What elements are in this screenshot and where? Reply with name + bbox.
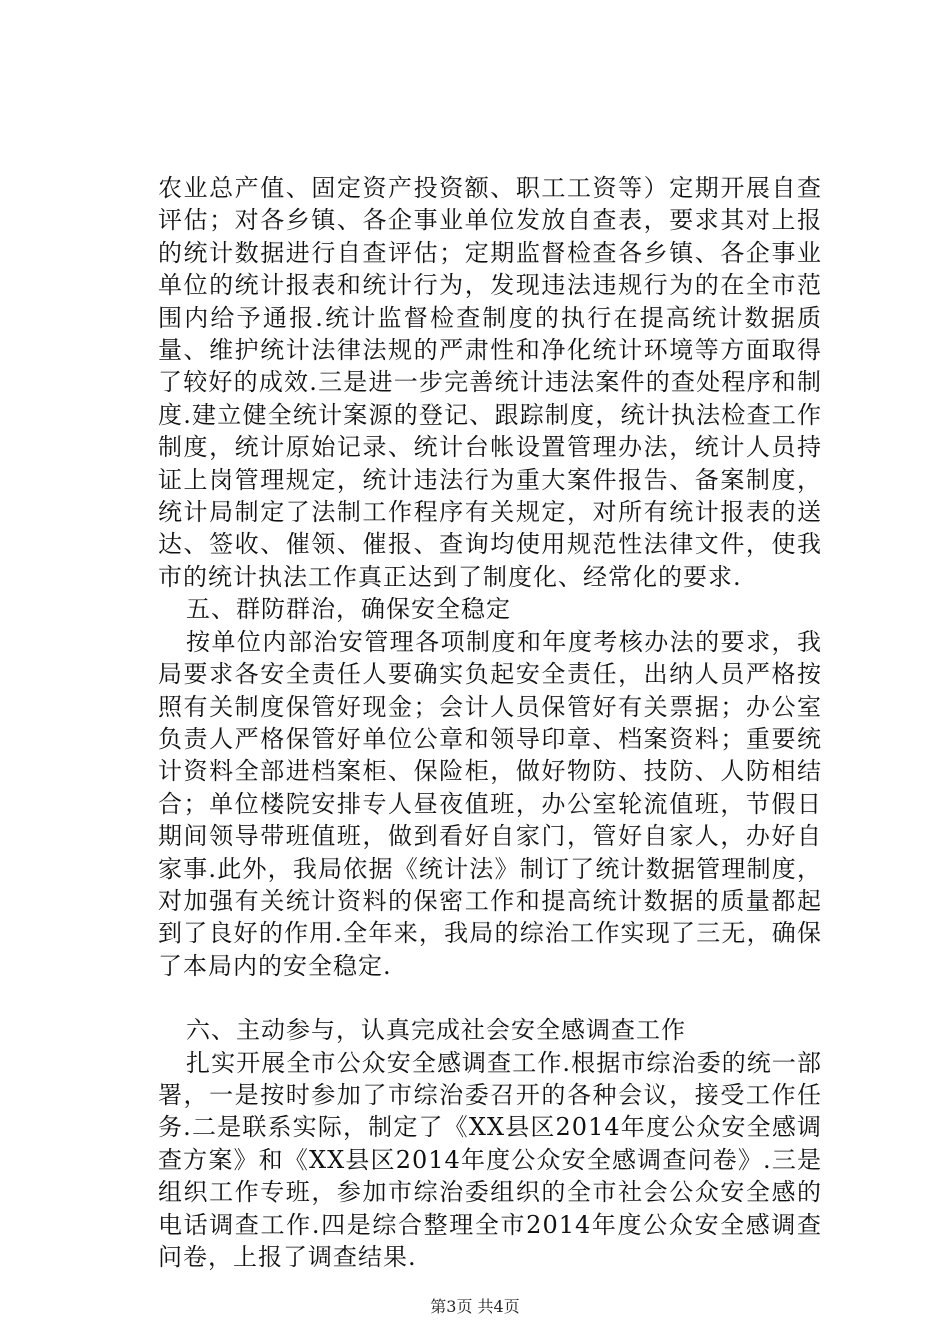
- paragraph-statistics-supervision: 农业总产值、固定资产投资额、职工工资等）定期开展自查评估；对各乡镇、各企事业单位发放自查表，要求其对上报的统计数据进行自查评估；定期监督检查各乡镇、各企事业单位的统计报表和统计行为，发现违法违规行为的在全市范围内给予通报.统计监督检查制度的执行在提高统计数据质量、维护统计法律法规的严肃性和净化统计环境等方面取得了较好的成效.三是进一步完善统计违法案件的查处程序和制度.建立健全统计案源的登记、跟踪制度，统计执法检查工作制度，统计原始记录、统计台帐设置管理办法，统计人员持证上岗管理规定，统计违法行为重大案件报告、备案制度，统计局制定了法制工作程序有关规定，对所有统计报表的送达、签收、催领、催报、查询均使用规范性法律文件，使我市的统计执法工作真正达到了制度化、经常化的要求.: [158, 174, 822, 591]
- document-body: [158, 172, 822, 1273]
- paragraph-security-stability: 按单位内部治安管理各项制度和年度考核办法的要求，我局要求各安全责任人要确实负起安全责任，出纳人员严格按照有关制度保管好现金；会计人员保管好有关票据；办公室负责人严格保管好单位公章和领导印章、档案资料；重要统计资料全部进档案柜、保险柜，做好物防、技防、人防相结合；单位楼院安排专人昼夜值班，办公室轮流值班，节假日期间领导带班值班，做到看好自家门，管好自家人，办好自家事.此外，我局依据《统计法》制订了统计数据管理制度，对加强有关统计资料的保密工作和提高统计数据的质量都起到了良好的作用.全年来，我局的综治工作实现了三无，确保了本局内的安全稳定.: [158, 627, 822, 980]
- paragraph-spacer: [158, 982, 822, 1014]
- section-heading-6: 六、主动参与，认真完成社会安全感调查工作: [186, 1016, 686, 1045]
- section-heading-5: 五、群防群治，确保安全稳定: [186, 595, 511, 624]
- page-number-footer: 第3页 共4页: [430, 1297, 520, 1316]
- paragraph-safety-survey: 扎实开展全市公众安全感调查工作.根据市综治委的统一部署，一是按时参加了市综治委召开的各种会议，接受工作任务.二是联系实际，制定了《XX县区2014年度公众安全感调查方案》和《XX县区2014年度公众安全感调查问卷》.三是组织工作专班，参加市综治委组织的全市社会公众安全感的电话调查工作.四是综合整理全市2014年度公众安全感调查问卷，上报了调查结果.: [158, 1048, 822, 1271]
